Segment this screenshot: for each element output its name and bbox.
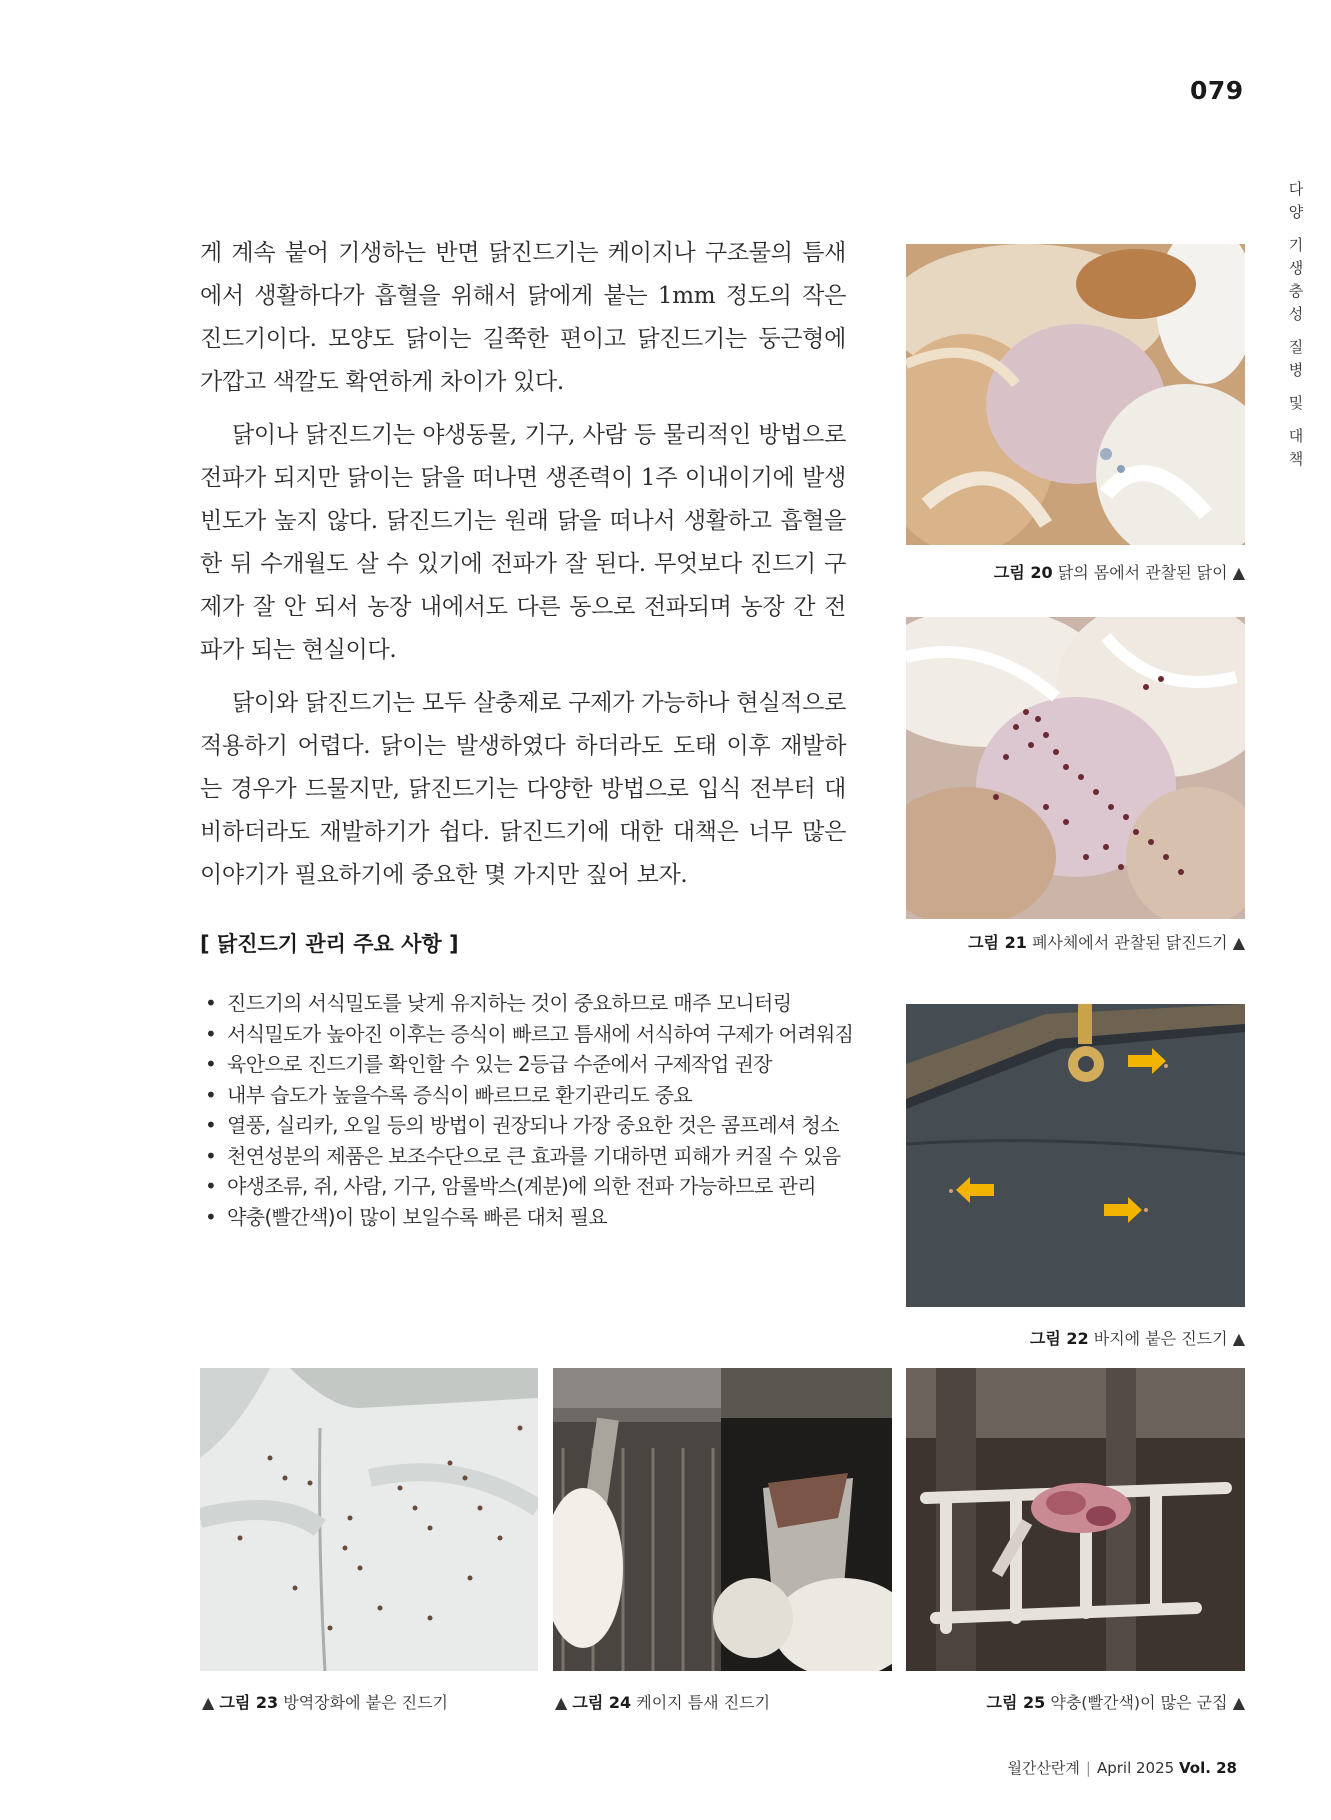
figure-23-caption (202, 1690, 448, 1713)
list-item-text: 열풍, 실리카, 오일 등의 방법이 권장되나 가장 중요한 것은 콤프레셔 청소 (227, 1113, 839, 1137)
figure-label: 그림 23 (219, 1693, 279, 1712)
side-title-char: 다 (1288, 180, 1304, 198)
triangle-up-icon: ▲ (1232, 933, 1245, 952)
figure-label: 그림 25 (986, 1693, 1046, 1712)
bullet: • (205, 1204, 217, 1229)
side-title-char: 기 (1288, 236, 1304, 254)
list-item-text: 야생조류, 쥐, 사람, 기구, 암롤박스(계분)에 의한 전파 가능하므로 관리 (227, 1174, 816, 1198)
bullet: • (205, 1143, 217, 1168)
list-item (205, 988, 855, 1019)
list-item (205, 1202, 855, 1233)
figure-label: 그림 22 (1029, 1329, 1089, 1348)
carcass-mites-image (906, 617, 1245, 919)
side-title-char: 대 (1288, 427, 1304, 445)
volume-number: Vol. 28 (1178, 1759, 1237, 1777)
list-item-text: 육안으로 진드기를 확인할 수 있는 2등급 수준에서 구제작업 권장 (227, 1052, 772, 1076)
nymph-colony-image (906, 1368, 1245, 1671)
side-title-char: 생 (1288, 259, 1304, 277)
side-title-char: 책 (1288, 450, 1304, 468)
figure-23-photo (200, 1368, 538, 1671)
pants-mites-image (906, 1004, 1245, 1307)
issue-date: April 2025 (1096, 1759, 1175, 1777)
list-item (205, 1080, 855, 1111)
box-title: [ 닭진드기 관리 주요 사항 ] (200, 932, 459, 956)
bullet: • (205, 991, 217, 1015)
triangle-up-icon: ▲ (1232, 1693, 1245, 1712)
paragraph: 닭이나 닭진드기는 야생동물, 기구, 사람 등 물리적인 방법으로 전파가 되지만 닭이는 닭을 떠나면 생존력이 1주 이내이기에 발생 빈도가 높지 않다. 닭진드기는 원래 닭을 떠나서 생활하고 흡혈을 한 뒤 수개월도 살 수 있기에 전파가 잘 된다. 무엇보다 진드기 구제가 잘 안 되서 농장 내에서도 다른 동으로 전파되며 농장 간 전파가 되는 현실이다. (200, 422, 846, 663)
side-title-char: 양 (1288, 203, 1304, 221)
page-footer (1007, 1757, 1237, 1778)
list-item (205, 1019, 855, 1050)
feathers-lice-image (906, 244, 1245, 545)
side-title-char: 및 (1288, 394, 1304, 412)
figure-caption-text: 바지에 붙은 진드기 (1093, 1329, 1228, 1348)
side-title-char: 병 (1288, 361, 1304, 379)
list-item (205, 1141, 855, 1172)
figure-label: 그림 24 (572, 1693, 632, 1712)
list-item-text: 서식밀도가 높아진 이후는 증식이 빠르고 틈새에 서식하여 구제가 어려워짐 (227, 1021, 854, 1046)
triangle-up-icon: ▲ (1232, 1329, 1245, 1348)
figure-caption-text: 방역장화에 붙은 진드기 (283, 1693, 448, 1712)
magazine-name: 월간산란계 (1007, 1759, 1080, 1777)
figure-22-photo (906, 1004, 1245, 1307)
list-item (205, 1049, 855, 1080)
paragraph: 닭이와 닭진드기는 모두 살충제로 구제가 가능하나 현실적으로 적용하기 어렵다. 닭이는 발생하였다 하더라도 도태 이후 재발하는 경우가 드물지만, 닭진드기는 다양한 방법으로 입식 전부터 대비하더라도 재발하기가 쉽다. 닭진드기에 대한 대책은 너무 많은 이야기가 필요하기에 중요한 몇 가지만 짚어 보자. (200, 690, 846, 888)
triangle-up-icon: ▲ (202, 1693, 215, 1712)
figure-24-caption (555, 1690, 770, 1713)
bullet: • (205, 1082, 217, 1107)
list-item (205, 1110, 855, 1141)
cage-gap-mites-image (553, 1368, 892, 1671)
list-item-text: 진드기의 서식밀도를 낮게 유지하는 것이 중요하므로 매주 모니터링 (227, 991, 792, 1015)
figure-label: 그림 21 (968, 933, 1027, 952)
paragraph: 게 계속 붙어 기생하는 반면 닭진드기는 케이지나 구조물의 틈새에서 생활하다가 흡혈을 위해서 닭에게 붙는 1mm 정도의 작은 진드기이다. 모양도 닭이는 길쭉한 편이고 닭진드기는 둥근형에 가깝고 색깔도 확연하게 차이가 있다. (200, 240, 846, 395)
figure-20-photo (906, 244, 1245, 545)
figure-label: 그림 20 (993, 563, 1053, 582)
figure-22-caption (1030, 1326, 1245, 1349)
side-title-char: 충 (1288, 282, 1304, 300)
triangle-up-icon: ▲ (1232, 563, 1245, 582)
figure-21-caption (968, 930, 1245, 953)
list-item (205, 1171, 855, 1202)
figure-caption-text: 케이지 틈새 진드기 (636, 1693, 771, 1712)
bullet: • (205, 1113, 217, 1137)
list-item-text: 약충(빨간색)이 많이 보일수록 빠른 대처 필요 (227, 1204, 608, 1229)
figure-caption-text: 약충(빨간색)이 많은 군집 (1050, 1693, 1228, 1712)
side-section-title (1284, 178, 1308, 471)
figure-20-caption (994, 560, 1245, 583)
bullet: • (205, 1021, 217, 1046)
figure-21-photo (906, 617, 1245, 919)
figure-25-caption (987, 1690, 1245, 1713)
figure-caption-text: 폐사체에서 관찰된 닭진드기 (1031, 933, 1228, 952)
figure-caption-text: 닭의 몸에서 관찰된 닭이 (1057, 563, 1228, 582)
bullet: • (205, 1052, 217, 1076)
bullet: • (205, 1174, 217, 1198)
article-body (200, 232, 846, 907)
list-item-text: 내부 습도가 높을수록 증식이 빠르므로 환기관리도 중요 (227, 1082, 693, 1107)
side-title-char: 질 (1288, 338, 1304, 356)
footer-divider: | (1085, 1759, 1091, 1777)
figure-24-photo (553, 1368, 892, 1671)
figure-25-photo (906, 1368, 1245, 1671)
boots-mites-image (200, 1368, 538, 1671)
triangle-up-icon: ▲ (555, 1693, 568, 1712)
management-list (205, 988, 855, 1232)
list-item-text: 천연성분의 제품은 보조수단으로 큰 효과를 기대하면 피해가 커질 수 있음 (227, 1143, 841, 1168)
page-number: 079 (1190, 76, 1244, 105)
side-title-char: 성 (1288, 305, 1304, 323)
